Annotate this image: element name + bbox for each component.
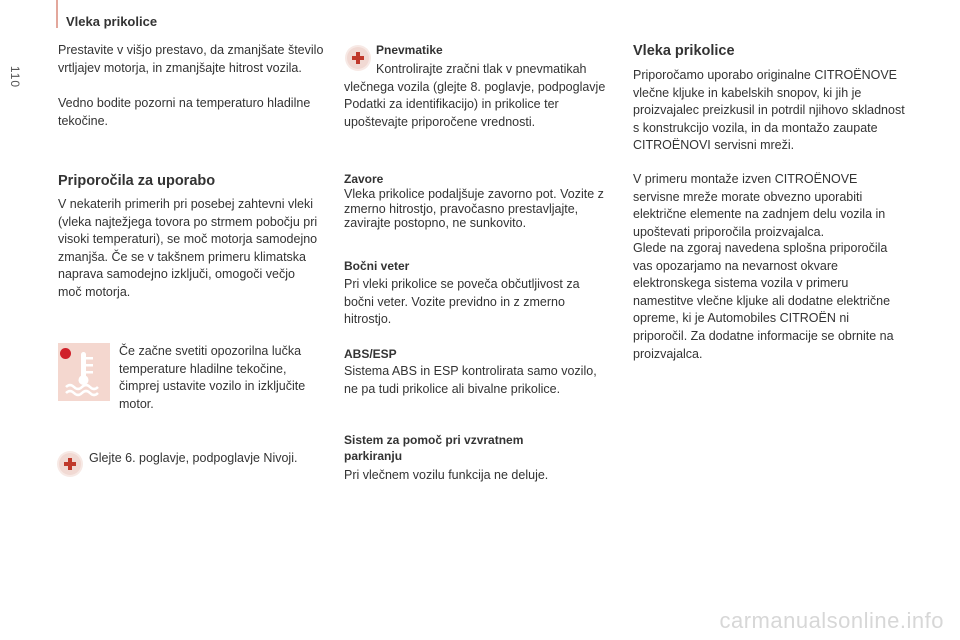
coolant-warning-text: Če začne svetiti opozorilna lučka temperature hladilne tekočine, čimprej ustavite vozilo in izključite motor. [119, 344, 306, 411]
coolant-warning-tile [58, 343, 110, 401]
towing-heading: Vleka prikolice [633, 43, 735, 59]
levels-reference-text: Glejte 6. poglavje, podpoglavje Nivoji. [89, 451, 298, 465]
abs-esp-heading: ABS/ESP [344, 347, 397, 361]
page-number: 110 [8, 65, 22, 89]
site-watermark: carmanualsonline.info [719, 608, 944, 633]
tyres-text: Kontrolirajte zračni tlak v pnevmatikah vlečnega vozila (glejte 8. poglavje, podpoglavje Podatki za identifikacijo) in prikolice ter upoštevajte priporočene vrednosti. [344, 62, 606, 129]
page-header-title: Vleka prikolice [66, 14, 158, 29]
towing-paragraph-1: Priporočamo uporabo originalne CITROËNOVE vlečne kljuke in kabelskih snopov, ki jih je proizvajalec preizkusil in potrdil njihovo skladnost s konstrukcijo vozila, in da montažo zaupate CITROËNOVI servisni mreži. [633, 68, 905, 153]
brakes-text: Vleka prikolice podaljšuje zavorno pot. Vozite z zmerno hitrostjo, pravočasno prestavljajte, zavirajte postopno, ne sunkovito. [344, 187, 604, 230]
usage-body: V nekaterih primerih pri posebej zahtevni vleki (vleka najtežjega tovora po strmem pobočju pri visoki temperaturi), se moč motorja samodejno zmanjša. Če se v takšnem primeru klimatska naprava samodejno izključi, omogoči večjo moč motorja. [58, 197, 318, 299]
towing-paragraph-3: Glede na zgoraj navedena splošna priporočila vas opozarjamo na nevarnost okvare elektronskega sistema vozila v primeru namestitve vlečne kljuke ali dodatne električne opreme, ki je Automobiles CITROËN ni priporočil. Za dodatne informacije se obrnite na proizvajalca. [633, 241, 894, 361]
towing-paragraph-2: V primeru montaže izven CITROËNOVE servisne mreže morate obvezno uporabiti električne elemente na zadnjem delu vozila in upoštevati priporočila proizvajalca. [633, 172, 886, 239]
plus-icon [59, 453, 81, 475]
brakes-heading: Zavore [344, 172, 384, 186]
intro-paragraph-2: Vedno bodite pozorni na temperaturo hladilne tekočine. [58, 96, 311, 128]
header-accent-bar [56, 0, 58, 28]
usage-heading: Priporočila za uporabo [58, 173, 216, 189]
intro-paragraph-1: Prestavite v višjo prestavo, da zmanjšate število vrtljajev motorja, in zmanjšajte hitrost vozila. [58, 43, 324, 75]
tyres-heading: Pnevmatike [376, 43, 443, 57]
abs-esp-text: Sistema ABS in ESP kontrolirata samo vozilo, ne pa tudi prikolice ali bivalne prikolice. [344, 364, 597, 396]
parking-assist-text: Pri vlečnem vozilu funkcija ne deluje. [344, 468, 549, 482]
parking-assist-heading: Sistem za pomoč pri vzvratnem parkiranju [344, 433, 524, 463]
side-wind-text: Pri vleki prikolice se poveča občutljivost za bočni veter. Vozite previdno in z zmerno hitrostjo. [344, 277, 580, 327]
coolant-temperature-icon [64, 349, 104, 397]
side-wind-heading: Bočni veter [344, 259, 410, 273]
